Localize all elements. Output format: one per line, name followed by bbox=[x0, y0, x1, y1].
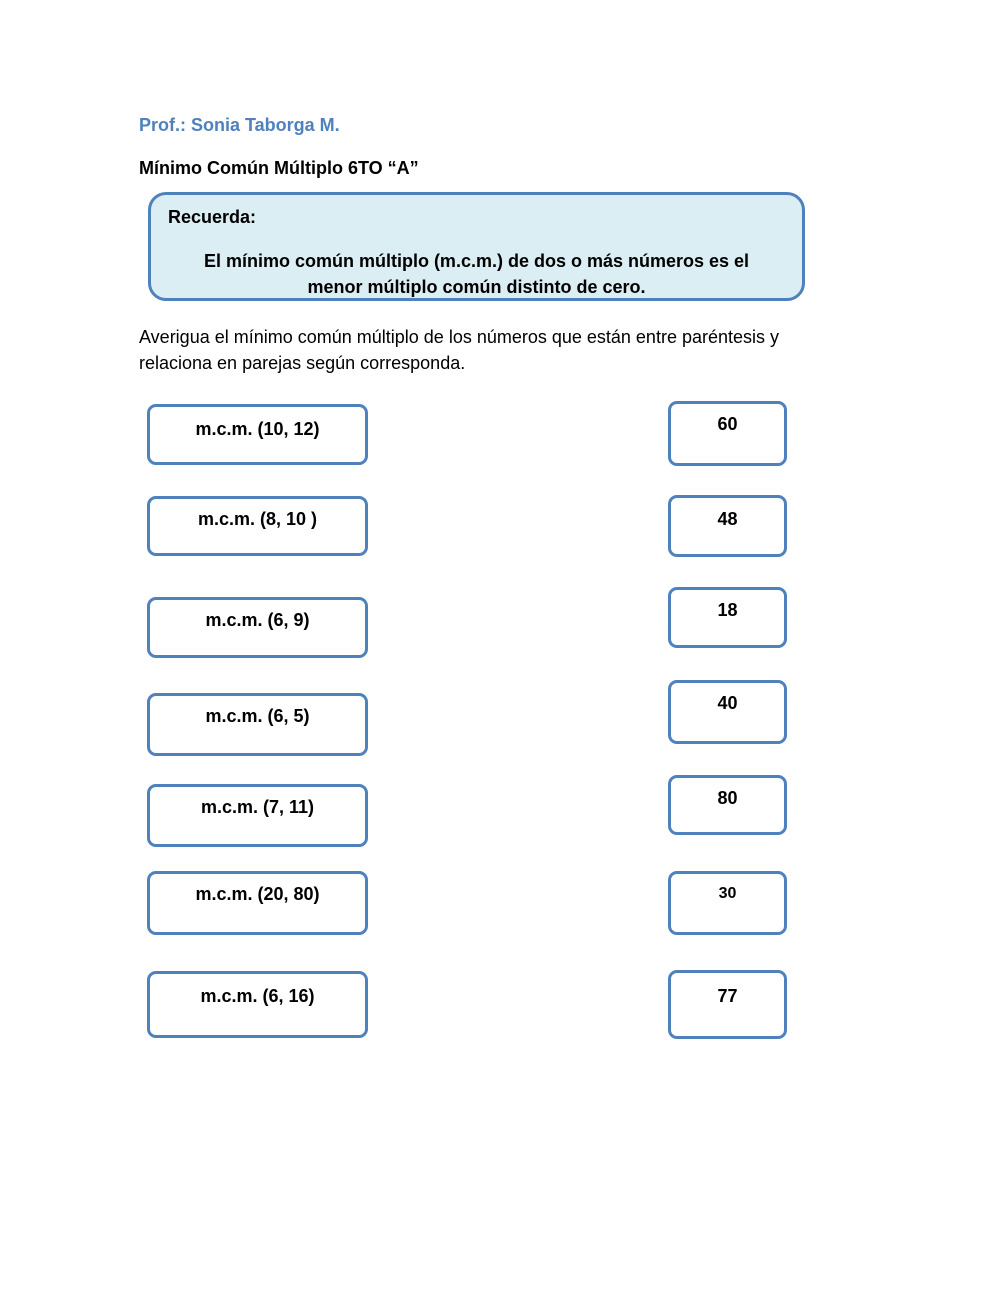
expression-card[interactable] bbox=[147, 693, 368, 756]
answer-card[interactable] bbox=[668, 871, 787, 935]
reminder-heading: Recuerda: bbox=[168, 207, 257, 227]
worksheet-title: Mínimo Común Múltiplo 6TO “A” bbox=[139, 158, 419, 178]
expression-card[interactable] bbox=[147, 971, 368, 1038]
expression-card[interactable] bbox=[147, 784, 368, 847]
teacher-name: Prof.: Sonia Taborga M. bbox=[139, 115, 340, 135]
answer-card[interactable] bbox=[668, 401, 787, 466]
reminder-line-1: El mínimo común múltiplo (m.c.m.) de dos o más números es el bbox=[203, 251, 750, 271]
reminder-definition bbox=[161, 248, 792, 300]
answer-card[interactable] bbox=[668, 680, 787, 744]
reminder-box bbox=[148, 192, 805, 301]
expression-label: m.c.m. (6, 9) bbox=[205, 610, 310, 630]
instructions-line-1: Averigua el mínimo común múltiplo de los números que están entre paréntesis y bbox=[139, 327, 780, 347]
answer-card[interactable] bbox=[668, 587, 787, 648]
expression-label: m.c.m. (20, 80) bbox=[195, 884, 320, 904]
answer-label: 18 bbox=[717, 600, 738, 620]
expression-label: m.c.m. (10, 12) bbox=[195, 419, 320, 439]
answer-card[interactable] bbox=[668, 775, 787, 835]
answer-label: 77 bbox=[717, 986, 738, 1006]
expression-card[interactable] bbox=[147, 404, 368, 465]
answer-card[interactable] bbox=[668, 970, 787, 1039]
answer-label: 80 bbox=[717, 788, 738, 808]
expression-card[interactable] bbox=[147, 496, 368, 556]
expression-label: m.c.m. (8, 10 ) bbox=[197, 509, 318, 529]
expression-card[interactable] bbox=[147, 597, 368, 658]
answer-label: 30 bbox=[718, 885, 737, 902]
answer-card[interactable] bbox=[668, 495, 787, 557]
expression-label: m.c.m. (6, 16) bbox=[200, 986, 315, 1006]
answer-label: 40 bbox=[717, 693, 738, 713]
expression-card[interactable] bbox=[147, 871, 368, 935]
answer-label: 48 bbox=[717, 509, 738, 529]
expression-label: m.c.m. (7, 11) bbox=[200, 797, 315, 817]
instructions-line-2: relaciona en parejas según corresponda. bbox=[139, 353, 466, 373]
instructions bbox=[139, 324, 859, 376]
expression-label: m.c.m. (6, 5) bbox=[205, 706, 310, 726]
answer-label: 60 bbox=[717, 414, 738, 434]
reminder-line-2: menor múltiplo común distinto de cero. bbox=[307, 277, 646, 297]
